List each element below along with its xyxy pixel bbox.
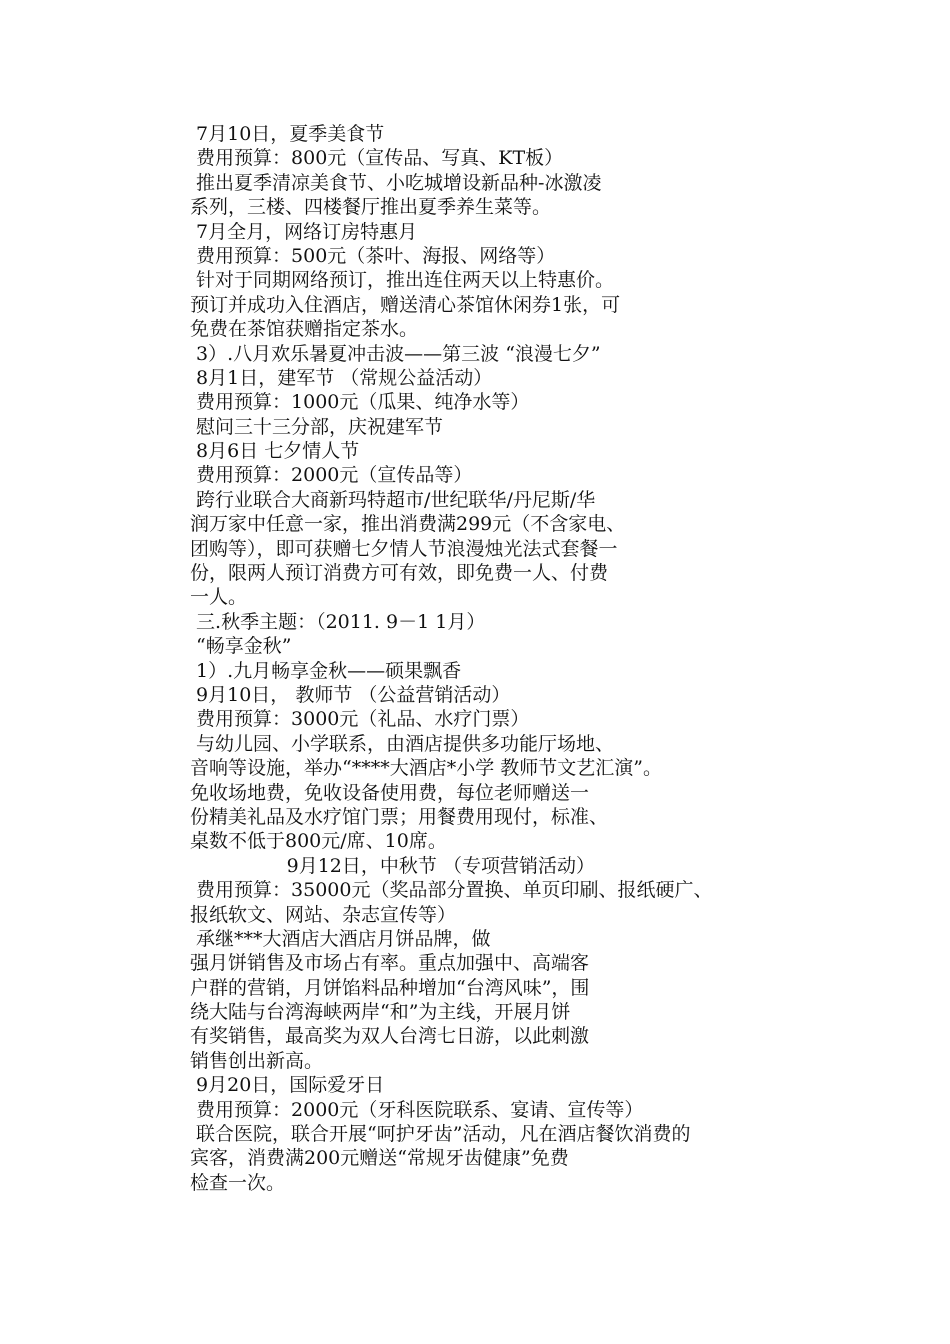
text-line: 团购等），即可获赠七夕情人节浪漫烛光法式套餐一 bbox=[190, 537, 618, 560]
text-line: 润万家中任意一家，推出消费满299元（不含家电、 bbox=[190, 513, 626, 536]
text-line: 强月饼销售及市场占有率。重点加强中、高端客 bbox=[190, 952, 590, 975]
text-line: 三.秋季主题：（2011. 9－1 1月） bbox=[190, 610, 486, 633]
text-line: 预订并成功入住酒店，赠送清心茶馆休闲券1张，可 bbox=[190, 293, 621, 316]
text-line: 一人。 bbox=[190, 586, 248, 609]
text-line: 桌数不低于800元/席、10席。 bbox=[190, 830, 447, 853]
text-line: 免收场地费，免收设备使用费，每位老师赠送一 bbox=[190, 781, 590, 804]
text-line: 报纸软文、网站、杂志宣传等） bbox=[190, 903, 457, 926]
text-line: 7月10日，夏季美食节 bbox=[190, 123, 385, 145]
text-line: 户群的营销，月饼馅料品种增加“台湾风味”，围 bbox=[190, 976, 590, 999]
text-line: 费用预算：3000元（礼品、水疗门票） bbox=[190, 708, 530, 731]
text-line: 检查一次。 bbox=[190, 1171, 286, 1194]
text-line: 3）.八月欢乐暑夏冲击波——第三波 “浪漫七夕” bbox=[190, 342, 601, 365]
text-line: 与幼儿园、小学联系，由酒店提供多功能厅场地、 bbox=[190, 732, 615, 755]
text-line: 慰问三十三分部，庆祝建军节 bbox=[190, 415, 444, 438]
text-line: “畅享金秋” bbox=[190, 635, 292, 658]
text-line: 费用预算：2000元（牙科医院联系、宴请、宣传等） bbox=[190, 1098, 644, 1121]
text-line: 费用预算：1000元（瓜果、纯净水等） bbox=[190, 391, 530, 414]
text-line: 费用预算：2000元（宣传品等） bbox=[190, 464, 473, 487]
text-line: 7月全月，网络订房特惠月 bbox=[190, 220, 418, 243]
text-line: 跨行业联合大商新玛特超市/世纪联华/丹尼斯/华 bbox=[190, 488, 596, 511]
text-line: 费用预算：800元（宣传品、写真、KT板） bbox=[190, 147, 564, 170]
text-line: 系列，三楼、四楼餐厅推出夏季养生菜等。 bbox=[190, 196, 552, 219]
text-line: 联合医院，联合开展“呵护牙齿”活动，凡在酒店餐饮消费的 bbox=[190, 1123, 691, 1146]
text-line: 8月1日，建军节 （常规公益活动） bbox=[190, 366, 493, 389]
text-line: 费用预算：35000元（奖品部分置换、单页印刷、报纸硬广、 bbox=[190, 879, 713, 902]
text-line: 8月6日 七夕情人节 bbox=[190, 440, 360, 463]
text-line: 费用预算：500元（茶叶、海报、网络等） bbox=[190, 244, 556, 267]
text-line: 9月12日，中秋节 （专项营销活动） bbox=[190, 854, 595, 877]
text-line: 免费在茶馆获赠指定茶水。 bbox=[190, 318, 419, 341]
text-line: 绕大陆与台湾海峡两岸“和”为主线，开展月饼 bbox=[190, 1001, 571, 1024]
text-line: 承继***大酒店大酒店月饼品牌，做 bbox=[190, 927, 491, 950]
text-line: 9月20日，国际爱牙日 bbox=[190, 1074, 385, 1097]
text-line: 销售创出新高。 bbox=[190, 1049, 324, 1072]
text-line: 9月10日， 教师节 （公益营销活动） bbox=[190, 683, 511, 706]
text-line: 推出夏季清凉美食节、小吃城增设新品种-冰激凌 bbox=[190, 171, 602, 194]
document-body bbox=[190, 122, 830, 1195]
text-line: 针对于同期网络预订，推出连住两天以上特惠价。 bbox=[190, 269, 615, 292]
text-line: 音响等设施，举办“****大酒店*小学 教师节文艺汇演”。 bbox=[190, 757, 662, 780]
text-line: 宾客，消费满200元赠送“常规牙齿健康”免费 bbox=[190, 1147, 569, 1170]
text-line: 份精美礼品及水疗馆门票；用餐费用现付，标准、 bbox=[190, 805, 609, 828]
text-line: 1）.九月畅享金秋——硕果飘香 bbox=[190, 659, 462, 682]
text-line: 有奖销售，最高奖为双人台湾七日游，以此刺激 bbox=[190, 1025, 590, 1048]
text-line: 份，限两人预订消费方可有效，即免费一人、付费 bbox=[190, 562, 609, 585]
